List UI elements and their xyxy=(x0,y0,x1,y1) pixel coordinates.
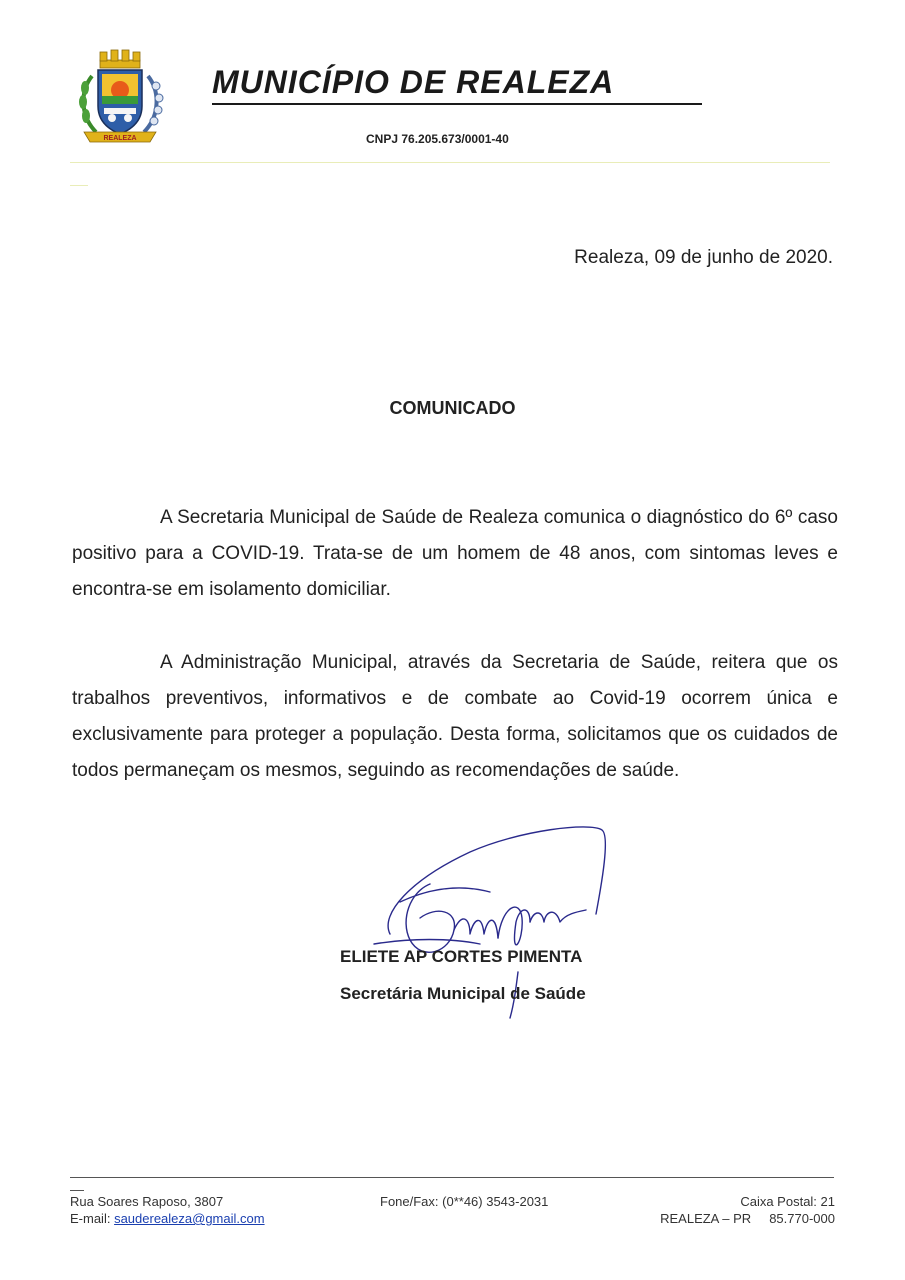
page-title: MUNICÍPIO DE REALEZA xyxy=(212,64,615,100)
footer-phone: Fone/Fax: (0**46) 3543-2031 xyxy=(380,1194,549,1209)
footer-contact xyxy=(70,1193,265,1227)
svg-text:REALEZA: REALEZA xyxy=(103,135,137,142)
footer-city-zip: REALEZA – PR 85.770-000 xyxy=(660,1211,835,1226)
footer-divider xyxy=(70,1177,834,1178)
paragraph-2: A Administração Municipal, através da Secretaria de Saúde, reitera que os trabalhos preventivos, informativos e de combate ao Covid-19 ocorrem única e exclusivamente para proteger a população. Desta forma, solicitamos que os cuidados de todos permaneçam os mesmos, seguindo as recomendações de saúde. xyxy=(72,652,838,781)
document-date: Realeza, 09 de junho de 2020. xyxy=(574,247,833,268)
title-underline xyxy=(212,103,702,105)
footer-address: Rua Soares Raposo, 3807 xyxy=(70,1194,224,1209)
footer-email-label: E-mail: xyxy=(70,1211,111,1226)
footer-email-line xyxy=(70,1210,265,1227)
document-title: COMUNICADO xyxy=(389,398,516,418)
signer-name: ELIETE AP CORTES PIMENTA xyxy=(340,947,583,966)
paragraph-1: A Secretaria Municipal de Saúde de Realeza comunica o diagnóstico do 6º caso positivo para a COVID-19. Trata-se de um homem de 48 anos, com sintomas leves e encontra-se em isolamento domiciliar. xyxy=(72,507,838,600)
footer-tick xyxy=(70,1190,84,1191)
cnpj-text: CNPJ 76.205.673/0001-40 xyxy=(366,132,509,146)
email-link[interactable]: sauderealeza@gmail.com xyxy=(114,1211,265,1226)
header-divider xyxy=(70,162,830,163)
header-tick xyxy=(70,185,88,186)
municipal-crest-icon xyxy=(70,46,170,146)
footer-postal xyxy=(660,1193,835,1227)
signer-role: Secretária Municipal de Saúde xyxy=(340,984,586,1003)
footer-po-box: Caixa Postal: 21 xyxy=(740,1194,835,1209)
